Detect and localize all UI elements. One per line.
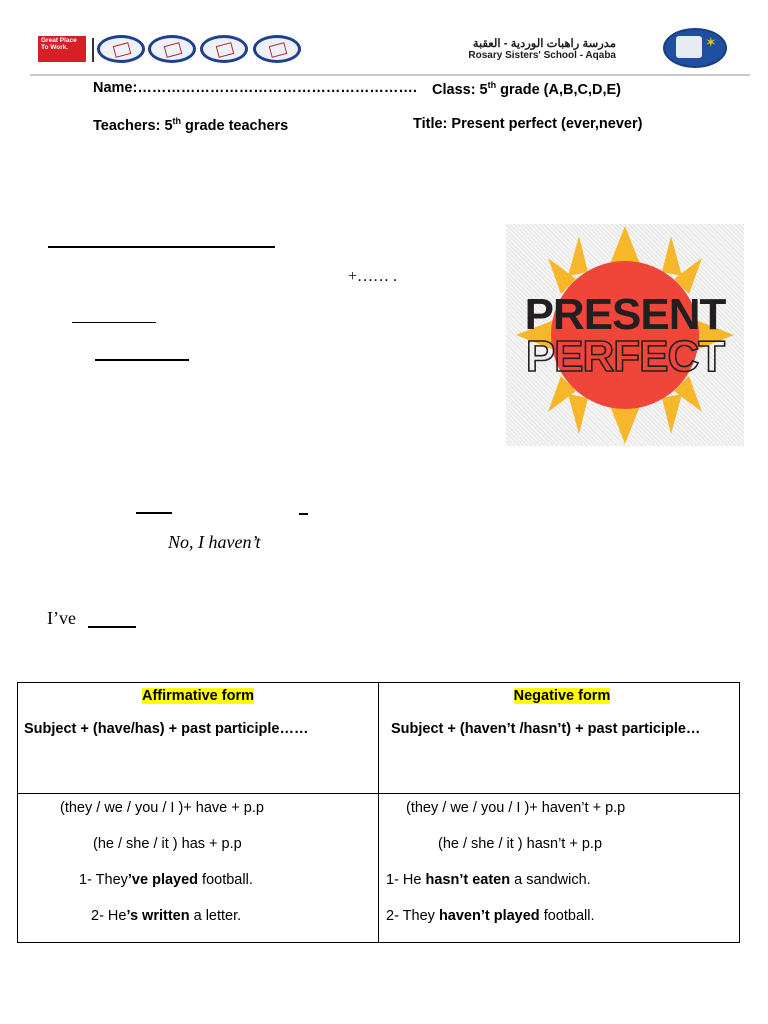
- blank-line: [136, 512, 172, 514]
- affirmative-rules-cell: [18, 794, 379, 943]
- example-pre: 2- He: [91, 908, 127, 924]
- plus-dots: +…… .: [348, 268, 398, 285]
- accreditation-emblem-icon: [200, 35, 248, 63]
- name-field: Name:………………………………………………….: [93, 80, 417, 96]
- affirmative-rule: (they / we / you / I )+ have + p.p: [60, 800, 264, 816]
- table-row: [18, 794, 740, 943]
- example-bold: haven’t played: [438, 908, 540, 924]
- accreditation-emblem-icon: [97, 35, 145, 63]
- blank-line: [72, 322, 156, 323]
- accreditation-emblem-icon: [253, 35, 301, 63]
- class-prefix: Class: 5: [432, 81, 488, 98]
- teachers-label: [93, 116, 288, 134]
- grammar-table: [17, 682, 740, 943]
- class-suffix: grade (A,B,C,D,E): [496, 81, 621, 98]
- seal-star-icon: ✶: [705, 34, 717, 50]
- affirmative-example: [24, 906, 372, 942]
- ive-text: I’ve: [47, 608, 76, 628]
- header-divider: [92, 38, 94, 62]
- example-bold: ’ve played: [127, 872, 199, 888]
- negative-heading-wrap: [391, 688, 733, 704]
- negative-rule: (he / she / it ) hasn’t + p.p: [438, 836, 603, 852]
- affirmative-heading-wrap: [24, 688, 372, 704]
- negative-formula: Subject + (haven’t /hasn’t) + past participle…: [391, 721, 701, 737]
- class-sup: th: [487, 80, 497, 90]
- example-pre: 1- They: [79, 872, 128, 888]
- school-name-english: Rosary Sisters' School - Aqaba: [468, 50, 616, 61]
- affirmative-rule: (he / she / it ) has + p.p: [93, 836, 242, 852]
- worksheet-title: Title: Present perfect (ever,never): [413, 116, 643, 132]
- teachers-suffix: grade teachers: [181, 117, 289, 134]
- present-perfect-image: [506, 224, 744, 446]
- example-bold: hasn’t eaten: [425, 872, 511, 888]
- example-pre: 1- He: [386, 872, 426, 888]
- teachers-sup: th: [172, 116, 182, 126]
- negative-header-cell: [379, 683, 740, 794]
- seal-book-icon: [676, 36, 702, 58]
- negative-example: [385, 870, 733, 906]
- picture-word-present: PRESENT: [524, 290, 726, 339]
- accreditation-emblem-icon: [148, 35, 196, 63]
- affirmative-formula: Subject + (have/has) + past participle……: [24, 721, 309, 737]
- example-post: football.: [539, 908, 595, 924]
- blank-line: [88, 626, 136, 628]
- negative-heading: Negative form: [513, 688, 611, 704]
- example-post: a sandwich.: [510, 872, 591, 888]
- school-name-arabic: مدرسة راهبات الوردية - العقبة: [472, 38, 616, 50]
- great-place-to-work-logo: [38, 36, 86, 62]
- gptw-logo-text: Great Place To Work.: [41, 37, 77, 51]
- example-post: football.: [198, 872, 253, 888]
- table-row: [18, 683, 740, 794]
- negative-example: [385, 906, 733, 942]
- affirmative-example: [24, 870, 372, 906]
- negative-rule: (they / we / you / I )+ haven’t + p.p: [406, 800, 626, 816]
- blank-line: [48, 246, 275, 248]
- answer-text: No, I haven’t: [168, 532, 261, 552]
- picture-word-perfect: PERFECT: [525, 332, 725, 381]
- affirmative-heading: Affirmative form: [142, 688, 254, 704]
- negative-rules-cell: [379, 794, 740, 943]
- teachers-prefix: Teachers: 5: [93, 117, 173, 134]
- example-bold: ’s written: [126, 908, 190, 924]
- affirmative-header-cell: [18, 683, 379, 794]
- blank-line: [299, 513, 308, 515]
- class-label: [432, 80, 621, 98]
- example-post: a letter.: [189, 908, 242, 924]
- blank-line: [95, 359, 189, 361]
- example-pre: 2- They: [386, 908, 439, 924]
